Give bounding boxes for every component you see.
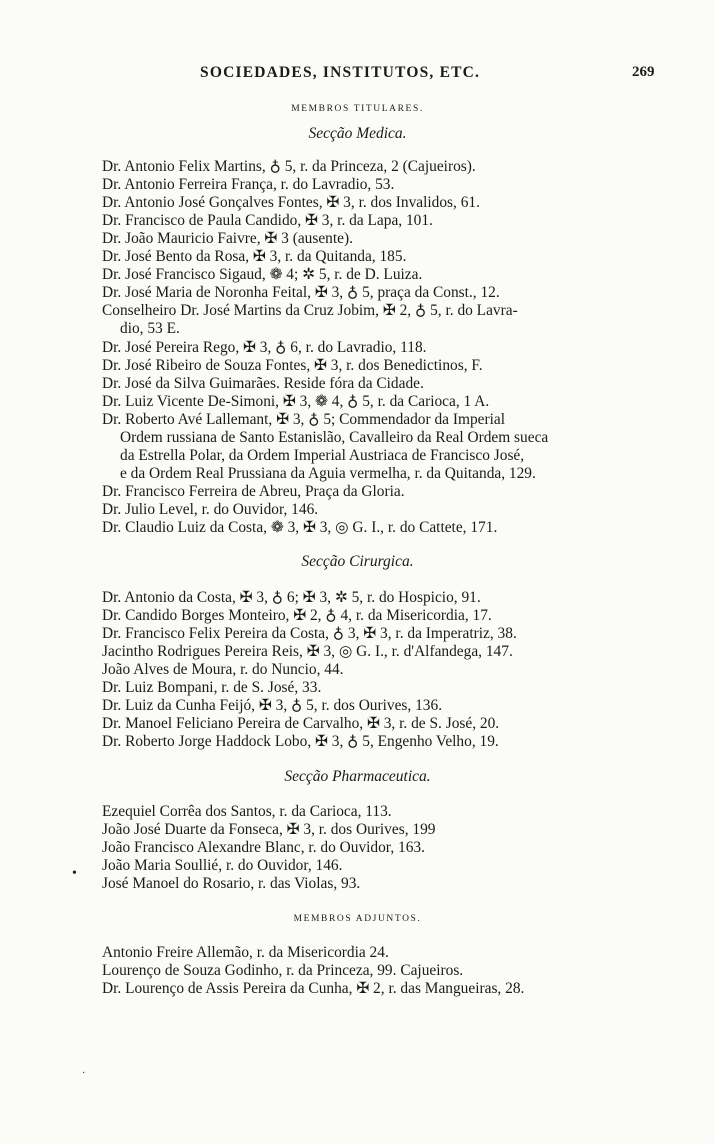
medica-line: Dr. José Francisco Sigaud, ❁ 4; ✲ 5, r. de D. Luiza.: [102, 266, 423, 283]
medica-line: Dr. Luiz Vicente De-Simoni, ✠ 3, ❁ 4, ♁ 5, r. da Carioca, 1 A.: [102, 393, 490, 410]
cirurgica-line: João Alves de Moura, r. do Nuncio, 44.: [102, 661, 344, 678]
pharmaceutica-line: João José Duarte da Fonseca, ✠ 3, r. dos Ourives, 199: [102, 821, 436, 838]
pharmaceutica-line: João Maria Soullié, r. do Ouvidor, 146.: [102, 857, 343, 874]
medica-line: Dr. Claudio Luiz da Costa, ❁ 3, ✠ 3, ◎ G. I., r. do Cattete, 171.: [102, 519, 498, 536]
medica-line: Dr. José Pereira Rego, ✠ 3, ♁ 6, r. do Lavradio, 118.: [102, 339, 427, 356]
adjuntos-line: Antonio Freire Allemão, r. da Misericordia 24.: [102, 944, 389, 961]
seccao-pharmaceutica-title: Secção Pharmaceutica.: [284, 768, 431, 785]
running-head: [0, 64, 715, 86]
medica-line: da Estrella Polar, da Ordem Imperial Austriaca de Francisco José,: [120, 447, 525, 464]
medica-line: Dr. José Maria de Noronha Feital, ✠ 3, ♁ 5, praça da Const., 12.: [102, 284, 500, 301]
adjuntos-line: Dr. Lourenço de Assis Pereira da Cunha, ✠ 2, r. das Mangueiras, 28.: [102, 980, 525, 997]
medica-line: Dr. José da Silva Guimarães. Reside fóra da Cidade.: [102, 375, 424, 392]
pharmaceutica-line: Ezequiel Corrêa dos Santos, r. da Carioca, 113.: [102, 803, 392, 820]
medica-line: Dr. Antonio José Gonçalves Fontes, ✠ 3, r. dos Invalidos, 61.: [102, 194, 480, 211]
medica-line: Dr. Antonio Felix Martins, ♁ 5, r. da Princeza, 2 (Cajueiros).: [102, 158, 476, 175]
seccao-medica-title: Secção Medica.: [308, 125, 407, 142]
margin-speck: ·: [82, 1068, 86, 1079]
adjuntos-line: Lourenço de Souza Godinho, r. da Princeza, 99. Cajueiros.: [102, 962, 464, 979]
medica-line: Dr. José Bento da Rosa, ✠ 3, r. da Quitanda, 185.: [102, 248, 407, 265]
cirurgica-line: Jacintho Rodrigues Pereira Reis, ✠ 3, ◎ G. I., r. d'Alfandega, 147.: [102, 643, 513, 660]
medica-line: Dr. Antonio Ferreira França, r. do Lavradio, 53.: [102, 176, 395, 193]
medica-line: Dr. Francisco Ferreira de Abreu, Praça da Gloria.: [102, 483, 405, 500]
seccao-cirurgica-title: Secção Cirurgica.: [301, 553, 414, 570]
cirurgica-line: Dr. Roberto Jorge Haddock Lobo, ✠ 3, ♁ 5, Engenho Velho, 19.: [102, 733, 499, 750]
pharmaceutica-line: João Francisco Alexandre Blanc, r. do Ouvidor, 163.: [102, 839, 425, 856]
medica-line: Dr. João Mauricio Faivre, ✠ 3 (ausente).: [102, 230, 353, 247]
medica-line: Conselheiro Dr. José Martins da Cruz Jobim, ✠ 2, ♁ 5, r. do Lavra-: [102, 302, 518, 319]
medica-line: Dr. Julio Level, r. do Ouvidor, 146.: [102, 501, 319, 518]
cirurgica-line: Dr. Manoel Feliciano Pereira de Carvalho, ✠ 3, r. de S. José, 20.: [102, 715, 500, 732]
membros-titulares-heading: MEMBROS TITULARES.: [291, 104, 424, 114]
page-number: 269: [632, 64, 655, 80]
medica-line: Dr. Roberto Avé Lallemant, ✠ 3, ♁ 5; Commendador da Imperial: [102, 411, 505, 428]
cirurgica-line: Dr. Luiz da Cunha Feijó, ✠ 3, ♁ 5, r. dos Ourives, 136.: [102, 697, 443, 714]
pharmaceutica-line: José Manoel do Rosario, r. das Violas, 93.: [102, 875, 361, 892]
cirurgica-line: Dr. Candido Borges Monteiro, ✠ 2, ♁ 4, r. da Misericordia, 17.: [102, 607, 492, 624]
cirurgica-line: Dr. Antonio da Costa, ✠ 3, ♁ 6; ✠ 3, ✲ 5, r. do Hospicio, 91.: [102, 589, 481, 606]
medica-line: Ordem russiana de Santo Estanislão, Cavalleiro da Real Ordem sueca: [120, 429, 549, 446]
margin-dot: •: [72, 866, 77, 881]
running-title: SOCIEDADES, INSTITUTOS, ETC.: [200, 64, 481, 81]
medica-line: e da Ordem Real Prussiana da Aguia vermelha, r. da Quitanda, 129.: [120, 465, 536, 482]
cirurgica-line: Dr. Francisco Felix Pereira da Costa, ♁ 3, ✠ 3, r. da Imperatriz, 38.: [102, 625, 517, 642]
medica-line: Dr. Francisco de Paula Candido, ✠ 3, r. da Lapa, 101.: [102, 212, 433, 229]
cirurgica-line: Dr. Luiz Bompani, r. de S. José, 33.: [102, 679, 322, 696]
membros-adjuntos-heading: MEMBROS ADJUNTOS.: [293, 914, 422, 924]
medica-line: Dr. José Ribeiro de Souza Fontes, ✠ 3, r. dos Benedictinos, F.: [102, 357, 483, 374]
medica-line: dio, 53 E.: [120, 320, 180, 337]
